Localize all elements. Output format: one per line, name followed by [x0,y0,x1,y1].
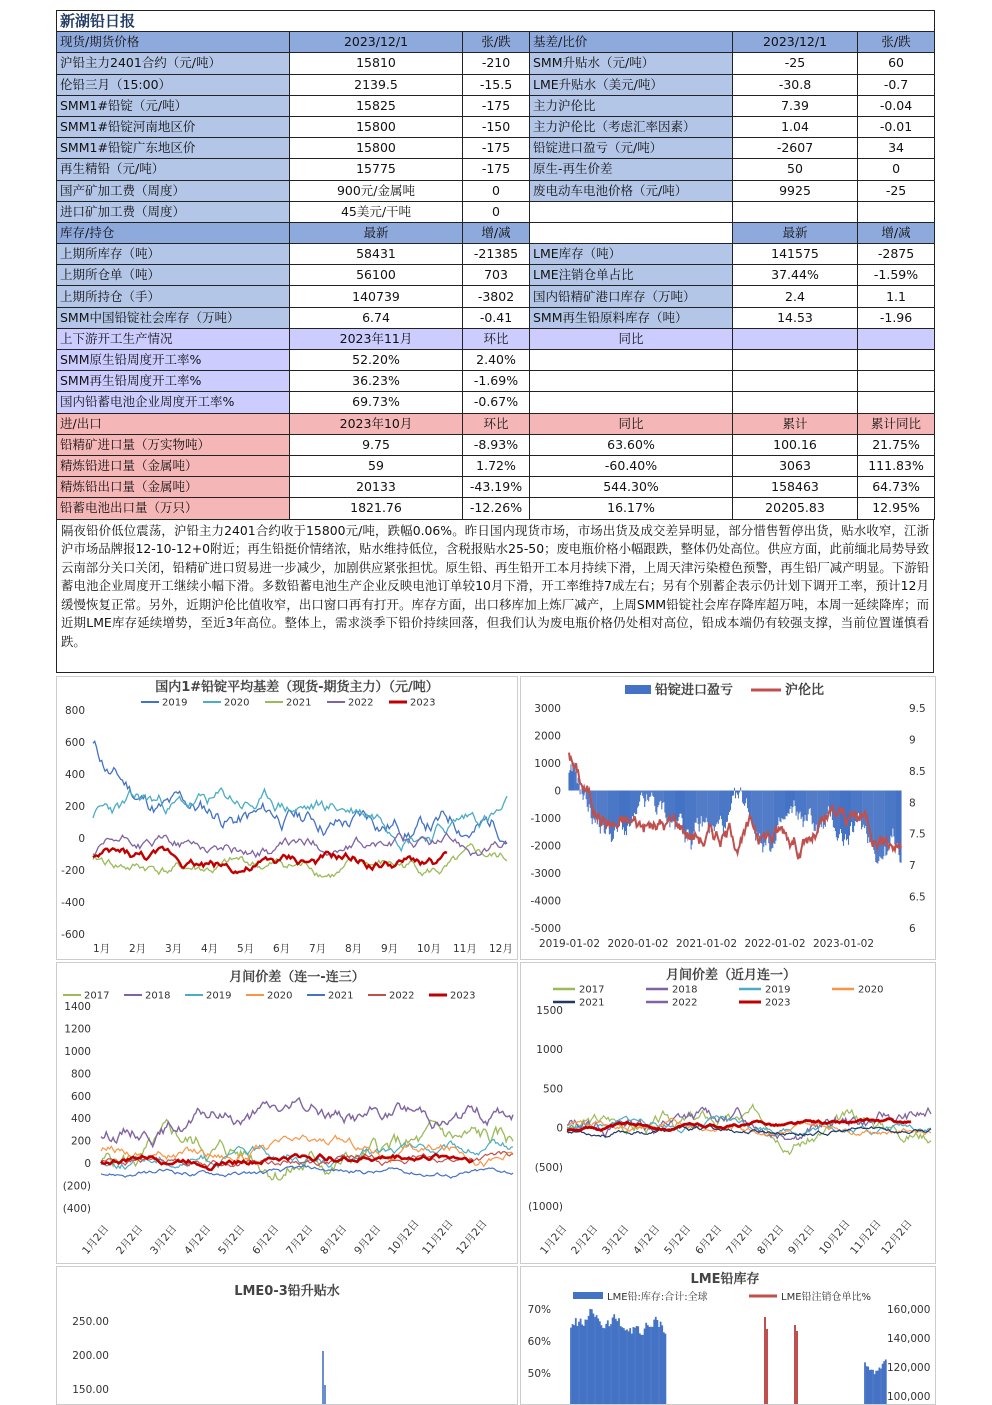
trade-cell: 21.75% [858,434,935,455]
trade-cell: 精炼铅出口量（金属吨） [57,477,290,498]
trade-cell: 544.30% [530,477,733,498]
table-row [57,392,935,413]
y-tick: -200 [61,865,85,877]
spot-cell: -30.8 [733,74,858,95]
y-tick: 1200 [64,1023,91,1036]
trade-cell: 158463 [733,477,858,498]
y-tick-right: 140,000 [887,1333,931,1345]
y-tick: 1000 [64,1045,91,1058]
lme03-chart [56,1266,518,1405]
legend-label: 2019 [206,990,232,1002]
inv-cell: 140739 [290,286,463,307]
prod-cell: 36.23% [290,371,463,392]
report-title: 新湖铅日报 [57,11,935,32]
prod-cell: -0.67% [463,392,530,413]
table-header-row [57,32,935,53]
x-tick: 12月2日 [454,1217,490,1257]
spot-cell [858,201,935,222]
spot-cell: 主力沪伦比 [530,95,733,116]
spot-cell: 沪铅主力2401合约（元/吨） [57,53,290,74]
y-tick-left: -4000 [530,895,561,908]
inv-cell: 58431 [290,244,463,265]
x-tick: 1月 [93,943,111,955]
prod-cell-blank [733,371,858,392]
trade-cell: 12.95% [858,498,935,519]
spot-cell: 进口矿加工费（周度） [57,201,290,222]
prod-cell-blank [530,371,733,392]
y-tick-left: 50% [527,1368,551,1380]
basis-chart [56,676,518,960]
trade-header-c4: 同比 [530,413,733,434]
spot-cell: 900元/金属吨 [290,180,463,201]
inv-cell: 上期所库存（吨） [57,244,290,265]
x-tick: 5月2日 [216,1222,248,1257]
legend-label: 2020 [858,984,884,996]
inv-cell: -3802 [463,286,530,307]
table-row [57,455,935,476]
spot-cell: 再生精铅（元/吨） [57,159,290,180]
x-tick: 2月2日 [569,1222,601,1257]
x-tick: 2019-01-02 [539,938,601,950]
y-tick-right: 120,000 [887,1362,931,1374]
y-tick: 1400 [64,1001,91,1013]
inv-cell: -0.41 [463,307,530,328]
y-tick: 200.00 [72,1350,109,1362]
trade-header-c5: 累计 [733,413,858,434]
spot-cell: -25 [733,53,858,74]
x-tick: 12月2日 [879,1217,915,1257]
x-tick: 6月2日 [693,1222,725,1257]
x-tick: 11月 [453,943,477,955]
table-header-row [57,222,935,243]
prod-header-blank [733,328,858,349]
y-tick: 600 [64,737,85,749]
y-tick-right: 7.5 [909,828,926,841]
prod-cell: SMM再生铅周度开工率% [57,371,290,392]
y-tick-right: 160,000 [887,1304,931,1316]
y-tick-right: 6.5 [909,891,926,904]
inv-cell: LME注销仓单占比 [530,265,733,286]
report [56,10,934,673]
trade-cell: 1.72% [463,455,530,476]
x-tick: 8月2日 [755,1222,787,1257]
legend-label: 2023 [450,990,476,1002]
x-tick: 10月 [417,943,441,955]
x-tick: 3月2日 [600,1222,632,1257]
spot-cell: 1.04 [733,116,858,137]
y-tick-left: 60% [527,1336,551,1348]
x-tick: 12月 [489,943,513,955]
trade-header-c3: 环比 [463,413,530,434]
y-tick-left: 70% [527,1304,551,1316]
table-row [57,180,935,201]
x-tick: 7月 [309,943,327,955]
trade-cell: 铅蓄电池出口量（万只） [57,498,290,519]
spot-cell: 15800 [290,138,463,159]
y-tick: 0 [84,1158,91,1171]
y-tick: 250.00 [72,1316,109,1328]
table-row [57,477,935,498]
spot-header-c1: 现货/期货价格 [57,32,290,53]
table-row [57,265,935,286]
import-pl-chart [520,676,936,960]
trade-cell: 精炼铅进口量（金属吨） [57,455,290,476]
prod-cell-blank [530,350,733,371]
table-row [57,138,935,159]
spot-cell: SMM1#铅锭广东地区价 [57,138,290,159]
spot-cell: 15825 [290,95,463,116]
inv-cell: -21385 [463,244,530,265]
series-2019 [93,741,507,844]
y-tick-right: 9.5 [909,703,926,715]
prod-cell-blank [530,392,733,413]
series-2021 [101,1165,513,1178]
inv-cell: -1.59% [858,265,935,286]
inv-header-c6: 增/减 [858,222,935,243]
table-header-row [57,328,935,349]
legend-label: 2021 [328,990,354,1002]
x-tick: 10月2日 [817,1217,853,1257]
inv-cell: 上期所持仓（手） [57,286,290,307]
prod-cell: 国内铅蓄电池企业周度开工率% [57,392,290,413]
spot-cell: 7.39 [733,95,858,116]
legend-label: 2023 [765,997,791,1009]
trade-cell: 59 [290,455,463,476]
table-row [57,307,935,328]
prod-cell-blank [733,350,858,371]
trade-header-c1: 进/出口 [57,413,290,434]
spot-header-c4: 基差/比价 [530,32,733,53]
spot-header-c3: 张/跌 [463,32,530,53]
y-tick: 400 [64,769,85,781]
inv-header-c1: 库存/持仓 [57,222,290,243]
prod-cell: 69.73% [290,392,463,413]
legend-swatch [573,1292,603,1299]
data-table [56,10,935,520]
trade-cell: -60.40% [530,455,733,476]
x-tick: 2020-01-02 [607,938,669,950]
prod-cell-blank [858,392,935,413]
x-tick: 2023-01-02 [813,938,875,950]
legend-label: 2019 [162,697,188,709]
commentary: 隔夜铅价低位震荡，沪铅主力2401合约收于15800元/吨，跌幅0.06%。昨日国内现货市场，市场出货及成交差异明显，部分惜售暂停出货，贴水收窄，江浙沪市场品牌报12-10-12+0附近；再生铅挺价情绪浓，贴水维持低位，含税报贴水25-50；废电瓶价格小幅跟跌，整体仍处高位。供应方面，此前缅北局势导致云南部分关口关闭，铅精矿进口贸易进一步减少，加剧供应紧张担忧。原生铅、再生铅开工本月持续下滑，上周天津污染橙色预警，再生铅厂减产明显。下游铅蓄电池企业周度开工继续小幅下滑。多数铅蓄电池生产企业反映电池订单较10月下滑，开工率维持7成左右；另有个别蓄企表示仍计划下调开工率，预计12月缓慢恢复正常。另外，近期沪伦比值收窄，出口窗口再有打开。库存方面，出口移库加上炼厂减产，上周SMM铅锭社会库存降库超万吨，本周一延续降库；而近期LME库存延续增势，至近3年高位。整体上，需求淡季下铅价持续回落，但我们认为废电瓶价格仍处相对高位，铅成本端仍有较强支撑，当前位置谨慎看跌。 [56,520,934,673]
y-tick: (400) [62,1203,91,1215]
spot-cell: -210 [463,53,530,74]
y-tick: 0 [78,833,85,845]
legend-label: 2017 [579,984,605,996]
spread01-chart [520,962,936,1264]
spot-cell: 国产矿加工费（周度） [57,180,290,201]
spot-cell: 15775 [290,159,463,180]
y-tick-right: 6 [909,923,916,935]
x-tick: 1月2日 [538,1222,570,1257]
trade-cell: 111.83% [858,455,935,476]
table-row [57,371,935,392]
trade-cell: -12.26% [463,498,530,519]
spot-cell: SMM升贴水（元/吨） [530,53,733,74]
prod-header-c4: 同比 [530,328,733,349]
y-tick: 800 [70,1068,91,1081]
spot-cell: -0.01 [858,116,935,137]
legend-label: LME铅:库存:合计:全球 [607,1292,708,1303]
legend-label: 2022 [348,697,374,709]
table-row [57,350,935,371]
prod-cell: SMM原生铅周度开工率% [57,350,290,371]
legend-label: 2023 [410,697,436,709]
spot-header-c2: 2023/12/1 [290,32,463,53]
spot-header-c5: 2023/12/1 [733,32,858,53]
x-tick: 5月2日 [662,1222,694,1257]
legend-label: LME铅注销仓单比% [781,1292,872,1303]
spot-cell: LME升贴水（美元/吨） [530,74,733,95]
y-tick: -600 [61,929,85,941]
legend-label: 2020 [267,990,293,1002]
legend-label: 2021 [286,697,312,709]
spot-cell: SMM1#铅锭河南地区价 [57,116,290,137]
spot-cell: 主力沪伦比（考虑汇率因素） [530,116,733,137]
y-tick-right: 9 [909,734,916,747]
y-tick-left: -1000 [530,813,561,825]
inv-cell: -1.96 [858,307,935,328]
y-tick: (500) [534,1161,563,1174]
spot-cell: 废电动车电池价格（元/吨） [530,180,733,201]
x-tick: 10月2日 [386,1217,422,1257]
inv-cell: 141575 [733,244,858,265]
table-row [57,95,935,116]
prod-header-c3: 环比 [463,328,530,349]
spot-cell: 15800 [290,116,463,137]
y-tick-left: 1000 [534,758,561,770]
x-tick: 8月2日 [318,1222,350,1257]
y-tick: -400 [61,897,85,909]
y-tick: 150.00 [72,1384,109,1396]
inv-cell: LME库存（吨） [530,244,733,265]
legend-label: 铅锭进口盈亏 [655,683,734,698]
spot-cell: 34 [858,138,935,159]
trade-cell: 20133 [290,477,463,498]
y-tick-right: 7 [909,860,916,873]
y-tick: 1000 [536,1044,563,1057]
x-tick: 9月2日 [352,1222,384,1257]
y-tick: (1000) [528,1201,563,1213]
spot-cell: 0 [858,159,935,180]
trade-cell: 1821.76 [290,498,463,519]
chart-title: 国内1#铅锭平均基差（现货-期货主力）（元/吨） [155,680,439,695]
spot-cell: 15810 [290,53,463,74]
lme-inventory-chart [520,1266,936,1405]
inv-cell: 703 [463,265,530,286]
chart-title: 月间价差（近月连一） [665,968,797,983]
inv-cell: 2.4 [733,286,858,307]
spread13-chart [56,962,518,1264]
legend-label: 2019 [765,984,791,996]
spot-cell: 0 [463,180,530,201]
x-tick: 7月2日 [724,1222,756,1257]
prod-cell: 52.20% [290,350,463,371]
chart-title: LME0-3铅升贴水 [234,1284,340,1299]
table-row [57,116,935,137]
spot-cell: -25 [858,180,935,201]
x-tick: 4月2日 [631,1222,663,1257]
x-tick: 2月 [129,943,147,955]
inv-header-c4 [530,222,733,243]
inv-cell: -2875 [858,244,935,265]
table-row [57,53,935,74]
legend-label: 2022 [672,997,698,1009]
prod-cell-blank [858,371,935,392]
y-tick: 200 [64,801,85,813]
x-tick: 11月2日 [848,1217,884,1257]
trade-header-c6: 累计同比 [858,413,935,434]
x-tick: 3月2日 [148,1222,180,1257]
legend-label: 2021 [579,997,605,1009]
x-tick: 5月 [237,943,255,955]
trade-cell: -43.19% [463,477,530,498]
x-tick: 9月2日 [786,1222,818,1257]
y-tick-left: 3000 [534,703,561,715]
inv-cell: 国内铅精矿港口库存（万吨） [530,286,733,307]
prod-cell-blank [733,392,858,413]
prod-cell: 2.40% [463,350,530,371]
y-tick: 0 [556,1122,563,1135]
legend-swatch [625,685,651,694]
spot-header-c6: 张/跌 [858,32,935,53]
table-row [57,286,935,307]
table-row [57,159,935,180]
y-tick: 200 [70,1135,91,1148]
table-row [57,434,935,455]
chart-title: LME铅库存 [690,1272,760,1287]
inv-cell: 56100 [290,265,463,286]
x-tick: 6月 [273,943,291,955]
y-tick: 400 [70,1113,91,1126]
y-tick-left: -3000 [530,868,561,880]
x-tick: 7月2日 [284,1222,316,1257]
x-tick: 3月 [165,943,183,955]
legend-label: 2017 [84,990,110,1002]
prod-cell-blank [858,350,935,371]
trade-cell: -8.93% [463,434,530,455]
spot-cell: -2607 [733,138,858,159]
spot-cell: -175 [463,138,530,159]
spot-cell: 45美元/干吨 [290,201,463,222]
y-tick: (200) [62,1180,91,1193]
trade-cell: 3063 [733,455,858,476]
x-tick: 4月 [201,943,219,955]
table-row [57,244,935,265]
spot-cell: -175 [463,95,530,116]
x-tick: 9月 [381,943,399,955]
spot-cell [530,201,733,222]
y-tick-right: 8.5 [909,765,926,778]
inv-header-c2: 最新 [290,222,463,243]
x-tick: 2021-01-02 [676,938,738,950]
y-tick-left: -5000 [530,923,561,935]
spot-cell: 9925 [733,180,858,201]
inv-cell: 37.44% [733,265,858,286]
trade-cell: 63.60% [530,434,733,455]
table-row [57,201,935,222]
table-row [57,74,935,95]
inv-cell: SMM中国铅锭社会库存（万吨） [57,307,290,328]
spot-cell: -15.5 [463,74,530,95]
spot-cell: 原生-再生价差 [530,159,733,180]
trade-cell: 16.17% [530,498,733,519]
inv-cell: SMM再生铅原料库存（吨） [530,307,733,328]
spot-cell [733,201,858,222]
y-tick: 1500 [536,1005,563,1017]
spot-cell: -0.04 [858,95,935,116]
x-tick: 4月2日 [182,1222,214,1257]
y-tick-right: 8 [909,797,916,810]
y-tick-right: 100,000 [887,1391,931,1403]
spot-cell: -175 [463,159,530,180]
spot-cell: 伦铅三月（15:00） [57,74,290,95]
legend-label: 2020 [224,697,250,709]
legend-label: 2018 [145,990,171,1002]
inv-cell: 6.74 [290,307,463,328]
spot-cell: 50 [733,159,858,180]
inv-cell: 14.53 [733,307,858,328]
y-tick-left: -2000 [530,840,561,853]
prod-header-c1: 上下游开工生产情况 [57,328,290,349]
prod-cell: -1.69% [463,371,530,392]
legend-label: 2018 [672,984,698,996]
spot-cell: 铅锭进口盈亏（元/吨） [530,138,733,159]
chart-title: 月间价差（连一-连三） [229,970,365,985]
spot-cell: -150 [463,116,530,137]
table-row [57,498,935,519]
y-tick: 800 [64,705,85,717]
spot-cell: 2139.5 [290,74,463,95]
spot-cell: -0.7 [858,74,935,95]
legend-label: 沪伦比 [785,683,825,698]
inv-cell: 1.1 [858,286,935,307]
y-tick-left: 2000 [534,730,561,743]
x-tick: 11月2日 [420,1217,456,1257]
y-tick: 600 [70,1090,91,1103]
x-tick: 6月2日 [250,1222,282,1257]
y-tick: 500 [542,1083,563,1096]
trade-cell: 64.73% [858,477,935,498]
prod-header-blank [858,328,935,349]
trade-cell: 9.75 [290,434,463,455]
trade-cell: 100.16 [733,434,858,455]
y-tick-left: 0 [554,785,561,798]
spot-cell: SMM1#铅锭（元/吨） [57,95,290,116]
x-tick: 2022-01-02 [744,938,806,950]
inv-header-c3: 增/减 [463,222,530,243]
spot-cell: 0 [463,201,530,222]
spot-cell: 60 [858,53,935,74]
x-tick: 1月2日 [80,1222,112,1257]
legend-label: 2022 [389,990,415,1002]
inv-header-c5: 最新 [733,222,858,243]
x-tick: 8月 [345,943,363,955]
prod-header-c2: 2023年11月 [290,328,463,349]
inv-cell: 上期所仓单（吨） [57,265,290,286]
x-tick: 2月2日 [114,1222,146,1257]
table-header-row [57,413,935,434]
trade-cell: 20205.83 [733,498,858,519]
trade-cell: 铅精矿进口量（万实物吨） [57,434,290,455]
trade-header-c2: 2023年10月 [290,413,463,434]
